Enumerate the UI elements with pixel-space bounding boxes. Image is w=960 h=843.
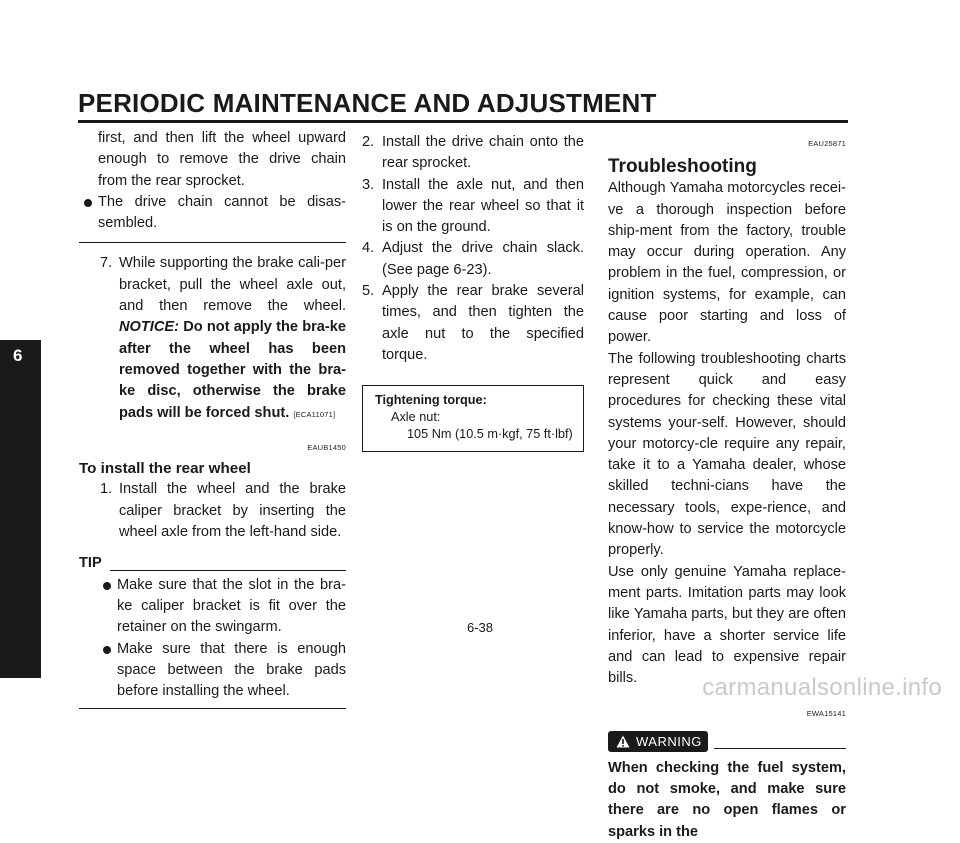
step-number: 5. [362, 283, 375, 300]
warning-header [608, 731, 846, 752]
step-7 [79, 253, 346, 424]
tip-end-rule [79, 708, 346, 709]
continued-text: first, and then lift the wheel upward enough to remove the drive chain from the rear sprocket. [98, 130, 346, 189]
tip-rule [110, 570, 346, 571]
step-1-text: Install the wheel and the brake caliper bracket by inserting the wheel axle from the left-hand side. [119, 481, 346, 541]
torque-title: Tightening torque: [375, 393, 487, 408]
step-5 [362, 281, 584, 366]
bullet-chain-note: The drive chain cannot be disas-sembled. [79, 192, 346, 235]
step-2-text: Install the drive chain onto the rear sprocket. [382, 134, 584, 172]
troubleshooting-para-3: Use only genuine Yamaha replace-ment parts. Imitation parts may look like Yamaha parts, but they are often inferior, have a shorter service life and can lead to expensive repair bills. [608, 563, 846, 687]
warning-triangle-icon [616, 735, 630, 748]
tip-label: TIP [79, 555, 102, 572]
troubleshooting-code: EAU25871 [808, 139, 846, 148]
column-middle [362, 132, 584, 452]
warning-text: When checking the fuel system, do not smoke, and make sure there are no open flames or sparks in the [608, 759, 846, 840]
step-number: 7. [100, 255, 113, 272]
step-2 [362, 132, 584, 175]
step-7-text: While supporting the brake cali-per bracket, pull the wheel axle out, and then remove the wheel. [119, 255, 346, 315]
tip-bullet: Make sure that there is enough space between the brake pads before installing the wheel. [98, 639, 346, 703]
tip-bullet: Make sure that the slot in the bra-ke caliper bracket is fit over the retainer on the swingarm. [98, 575, 346, 639]
step-3-text: Install the axle nut, and then lower the rear wheel so that it is on the ground. [382, 176, 584, 236]
step-number: 2. [362, 134, 375, 150]
install-heading: To install the rear wheel [79, 460, 251, 478]
notice-label: NOTICE: [119, 319, 179, 336]
page-header-title: PERIODIC MAINTENANCE AND ADJUSTMENT [78, 88, 657, 118]
chapter-number: 6 [13, 346, 23, 365]
step-3 [362, 175, 584, 239]
step-4 [362, 238, 584, 281]
notice-code: [ECA11071] [293, 409, 336, 419]
page-number: 6-38 [466, 620, 494, 635]
warning-badge [608, 731, 708, 752]
step-number: 4. [362, 240, 375, 257]
install-section-code: EAUB1450 [307, 442, 346, 452]
step-number: 1. [100, 481, 113, 498]
notice-text: Do not apply the bra-ke after the wheel has been removed together with the bra-ke disc, otherwise the brake pads will be forced shut. [119, 319, 347, 421]
torque-item: Axle nut: [391, 410, 441, 425]
section-title: Troubleshooting [608, 156, 757, 178]
step-5-text: Apply the rear brake several times, and then tighten the axle nut to the specified torque. [382, 283, 584, 363]
warning-rule [714, 748, 846, 749]
watermark: carmanualsonline.info [702, 674, 942, 701]
troubleshooting-para-1: Although Yamaha motorcycles recei-ve a thorough inspection before ship-ment from the factory, trouble may occur during operation. Any problem in the fuel, compression, or ignition systems, for example, can cause poor starting and loss of power. [608, 180, 846, 346]
step-4-text: Adjust the drive chain slack. (See page 6-23). [382, 240, 584, 278]
header-rule [78, 120, 848, 123]
note-end-rule [79, 242, 346, 243]
column-right [608, 133, 846, 843]
step-number: 3. [362, 176, 375, 193]
step-1 [79, 479, 346, 543]
warning-label: WARNING [636, 733, 702, 749]
torque-value: 105 Nm (10.5 m·kgf, 75 ft·lbf) [407, 427, 573, 442]
troubleshooting-para-2: The following troubleshooting charts represent quick and easy procedures for checking these vital systems your-self. However, should your motorcy-cle require any repair, take it to a Yamaha dealer, whose skilled techni-cians have the necessary tools, expe-rience, and know-how to service the motorcycle properly. [608, 350, 846, 559]
torque-spec-box [362, 385, 584, 452]
warning-code: EWA15141 [806, 709, 846, 719]
tip-header [79, 553, 346, 574]
